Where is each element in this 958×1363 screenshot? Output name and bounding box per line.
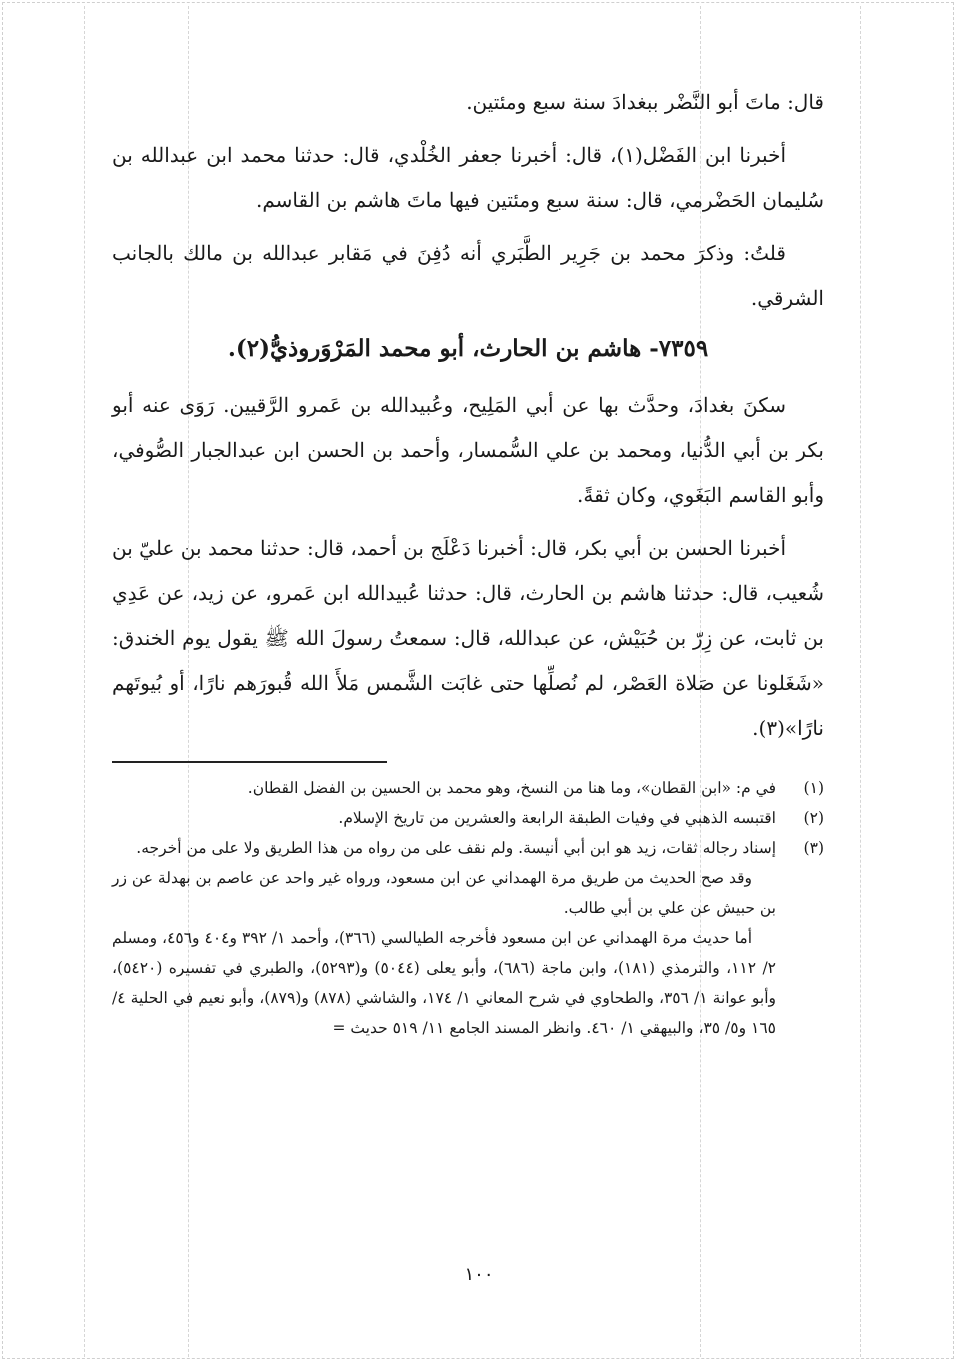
scan-guide-line <box>84 6 85 1357</box>
footnote-continuation: أما حديث مرة الهمداني عن ابن مسعود فأخرجه الطيالسي (٣٦٦)، وأحمد ١/ ٣٩٢ و٤٠٤ و٤٥٦، ومسلم ٢/ ١١٢، والترمذي (١٨١)، وابن ماجة (٦٨٦)، وأبو يعلى (٥٠٤٤) و(٥٢٩٣)، والطبري في تفسيره (٥٤٢٠)، وأبو عوانة ١/ ٣٥٦، والطحاوي في شرح المعاني ١/ ١٧٤، والشاشي (٨٧٨) و(٨٧٩)، وأبو نعيم في الحلية ٤/ ١٦٥ و٥/ ٣٥، والبيهقي ١/ ٤٦٠. وانظر المسند الجامع ١١/ ٥١٩ حديث = <box>112 929 776 1037</box>
scan-guide-line <box>860 6 861 1357</box>
paragraph: قال: ماتَ أبو النَّضْر ببغدادَ سنة سبع ومئتين. <box>466 90 824 114</box>
page-number: ١٠٠ <box>464 1264 494 1285</box>
paragraph: أخبرنا الحسن بن أبي بكر، قال: أخبرنا دَعْلَج بن أحمد، قال: حدثنا محمد بن عليّ بن شُعيب، قال: حدثنا هاشم بن الحارث، قال: حدثنا عُبيدالله ابن عَمرو، عن زيد، عن عَدِي بن ثابت، عن زِرّ بن حُبَيْش، عن عبدالله، قال: سمعتُ رسولَ الله ﷺ يقول يوم الخندق: «شَغَلونا عن صَلاة العَصْر، لم نُصلِّها حتى غابَت الشَّمس مَلأَ الله قُبورَهم نارًا، أو بُيوتَهم نارًا»(٣). <box>112 536 824 740</box>
footnote <box>112 833 824 863</box>
footnote-continuation: وقد صح الحديث من طريق مرة الهمداني عن ابن مسعود، ورواه غير واحد عن عاصم بن بهدلة عن زر بن حبيش عن علي بن أبي طالب. <box>112 869 776 917</box>
main-text <box>112 80 824 751</box>
footnote-text: إسناد رجاله ثقات، زيد هو ابن أبي أنيسة. ولم نقف على من رواه من هذا الطريق ولا على من أخرجه. <box>136 839 776 857</box>
paragraph: سكنَ بغدادَ، وحدَّث بها عن أبي المَلِيح، وعُبيدالله بن عَمرو الرَّقيين. رَوَى عنه أبو بكر بن أبي الدُّنيا، ومحمد بن علي السُّمسار، وأحمد بن الحسن ابن عبدالجبار الصُّوفي، وأبو القاسم البَغَوي، وكان ثقةً. <box>112 393 824 507</box>
footnote <box>112 773 824 803</box>
footnote-number: (٢) <box>803 809 824 827</box>
entry-heading: ٧٣٥٩- هاشم بن الحارث، أبو محمد المَرْوَروذيُّ(٢). <box>227 335 709 362</box>
paragraph: أخبرنا ابن الفَضْل(١)، قال: أخبرنا جعفر الخُلْدي، قال: حدثنا محمد ابن عبدالله بن سُليمان الحَضْرمي، قال: سنة سبع ومئتين فيها ماتَ هاشم بن القاسم. <box>112 143 824 212</box>
paragraph: قلتُ: وذكرَ محمد بن جَرِير الطَّبَري أنه دُفِنَ في مَقابر عبدالله بن مالك بالجانب الشرقي. <box>112 241 824 310</box>
footnote <box>112 803 824 833</box>
footnote-number: (٣) <box>803 839 824 857</box>
footnote-separator <box>112 761 387 763</box>
page-content <box>112 80 824 1043</box>
footnote-text: في م: «ابن القطان»، وما هنا من النسخ، وهو محمد بن الحسين بن الفضل القطان. <box>247 779 776 797</box>
footnote-text: اقتبسه الذهبي في وفيات الطبقة الرابعة والعشرين من تاريخ الإسلام. <box>338 809 776 827</box>
footnotes <box>112 773 824 1043</box>
footnote-number: (١) <box>803 779 824 797</box>
